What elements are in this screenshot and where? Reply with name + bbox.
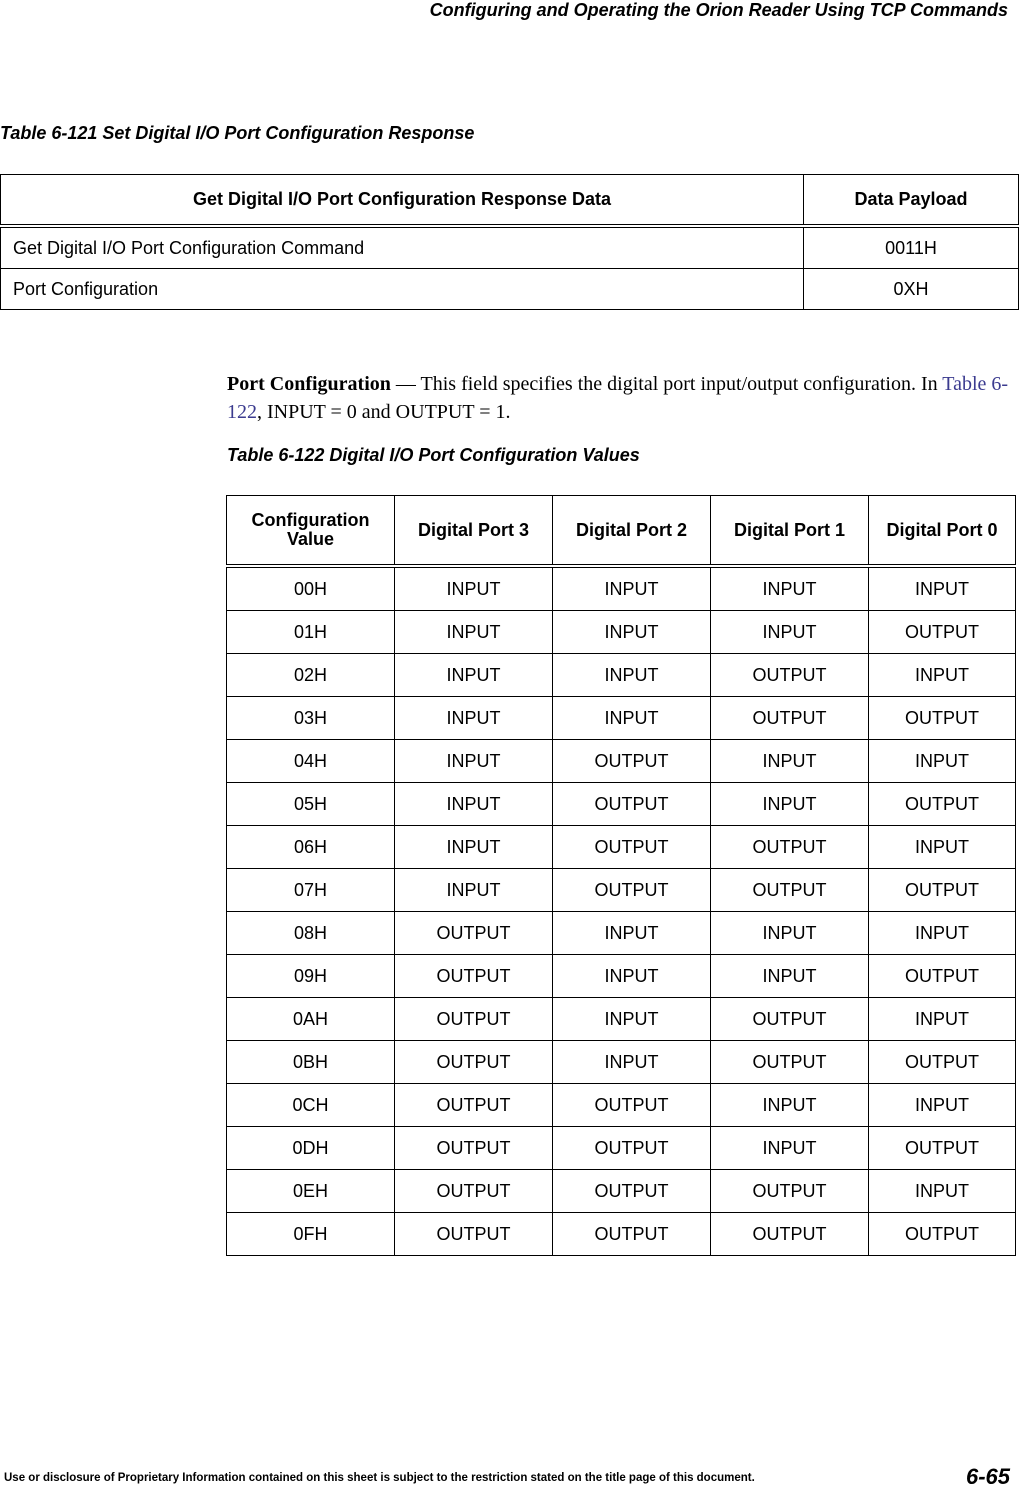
table-cell: 0CH [227,1084,395,1127]
table-row [227,826,1016,869]
table-cell: 0FH [227,1213,395,1256]
table-cell: INPUT [395,740,553,783]
table-122-caption: Table 6-122 Digital I/O Port Configuration Values [227,445,640,465]
proprietary-notice: Use or disclosure of Proprietary Information contained on this sheet is subject to the restriction stated on the title page of this document. [4,1472,755,1484]
table-cell: INPUT [711,1127,869,1170]
table-cell: OUTPUT [553,1084,711,1127]
table-cell: OUTPUT [869,1041,1016,1084]
table-cell: INPUT [711,955,869,998]
table-cell: INPUT [395,826,553,869]
table-cell: INPUT [869,1170,1016,1213]
table-cell: OUTPUT [869,1213,1016,1256]
table-cell: INPUT [869,826,1016,869]
term-port-configuration: Port Configuration [227,373,391,395]
table-cell: INPUT [869,654,1016,697]
table-cell: 0DH [227,1127,395,1170]
table-cell: 00H [227,566,395,611]
table-cell: 09H [227,955,395,998]
table-cell: 08H [227,912,395,955]
table-header-row [1,175,1019,227]
table-row [227,1041,1016,1084]
column-header: Configuration Value [227,496,395,567]
table-cell: INPUT [711,566,869,611]
table-cell: OUTPUT [869,697,1016,740]
table-cell: 05H [227,783,395,826]
table-cell: INPUT [869,998,1016,1041]
table-cell: INPUT [869,1084,1016,1127]
table-cell: OUTPUT [869,869,1016,912]
em-dash: — [390,373,421,395]
table-cell: 0XH [804,269,1019,310]
table-cell: OUTPUT [711,1213,869,1256]
table-row [1,226,1019,269]
table-row [227,1213,1016,1256]
table-cell: OUTPUT [395,1170,553,1213]
table-cell: OUTPUT [395,998,553,1041]
table-cell: OUTPUT [869,783,1016,826]
page-number: 6-65 [965,1464,1010,1489]
table-cell: OUTPUT [395,955,553,998]
table-cell: OUTPUT [869,1127,1016,1170]
table-header-row [227,496,1016,567]
table-cell: OUTPUT [553,1127,711,1170]
port-configuration-description [227,370,1017,426]
table-cell: INPUT [553,1041,711,1084]
table-cell: INPUT [395,697,553,740]
description-text-end: , INPUT = 0 and OUTPUT = 1. [257,401,511,423]
table-row [227,1084,1016,1127]
table-cell: INPUT [395,654,553,697]
description-text: This field specifies the digital port input/output configuration. In [420,373,943,395]
table-cell: OUTPUT [553,1213,711,1256]
table-cell: OUTPUT [553,1170,711,1213]
table-cell: INPUT [395,783,553,826]
table-cell: 0011H [804,226,1019,269]
table-cell: 01H [227,611,395,654]
table-cell: OUTPUT [553,869,711,912]
table-cell: INPUT [395,566,553,611]
table-cell: INPUT [553,654,711,697]
table-cell: OUTPUT [395,1127,553,1170]
table-cell: OUTPUT [553,826,711,869]
table-cell: OUTPUT [711,826,869,869]
table-cell: OUTPUT [395,1041,553,1084]
table-cell: OUTPUT [711,697,869,740]
table-row [227,611,1016,654]
table-cell: 07H [227,869,395,912]
table-row [227,955,1016,998]
table-cell: INPUT [711,1084,869,1127]
table-cell: OUTPUT [553,783,711,826]
table-cell: OUTPUT [395,1084,553,1127]
table-cell: 0AH [227,998,395,1041]
table-cell: OUTPUT [869,955,1016,998]
table-cell: OUTPUT [711,1170,869,1213]
column-header: Digital Port 0 [869,496,1016,567]
table-cell: 02H [227,654,395,697]
table-row [227,912,1016,955]
table-121 [0,174,1019,310]
table-cell: 03H [227,697,395,740]
table-cell: OUTPUT [553,740,711,783]
table-cell: INPUT [869,566,1016,611]
table-cell: 0BH [227,1041,395,1084]
table-cell: 0EH [227,1170,395,1213]
table-cell: INPUT [711,912,869,955]
table-cell: OUTPUT [395,912,553,955]
table-row [227,566,1016,611]
column-header: Digital Port 2 [553,496,711,567]
table-cell: OUTPUT [711,998,869,1041]
running-header: Configuring and Operating the Orion Reader Using TCP Commands [429,0,1008,20]
table-row [1,269,1019,310]
table-cell: INPUT [869,912,1016,955]
table-cell: INPUT [553,912,711,955]
table-row [227,740,1016,783]
table-cell: INPUT [553,955,711,998]
table-cell: INPUT [395,611,553,654]
table-row [227,1127,1016,1170]
table-cell: OUTPUT [711,654,869,697]
table-122-link[interactable]: Table 6-122 [227,373,1009,423]
table-122 [226,495,1016,1256]
column-header: Digital Port 1 [711,496,869,567]
table-cell: INPUT [711,740,869,783]
table-row [227,869,1016,912]
table-cell: INPUT [395,869,553,912]
table-cell: INPUT [711,611,869,654]
table-cell: OUTPUT [711,869,869,912]
table-cell: INPUT [711,783,869,826]
table-cell: OUTPUT [395,1213,553,1256]
column-header: Digital Port 3 [395,496,553,567]
column-header: Data Payload [804,175,1019,227]
table-row [227,783,1016,826]
table-row [227,1170,1016,1213]
table-cell: INPUT [553,611,711,654]
table-cell: Port Configuration [1,269,804,310]
table-cell: INPUT [553,566,711,611]
table-cell: 04H [227,740,395,783]
table-cell: OUTPUT [869,611,1016,654]
table-cell: OUTPUT [711,1041,869,1084]
table-cell: INPUT [553,697,711,740]
column-header: Get Digital I/O Port Configuration Response Data [1,175,804,227]
table-cell: Get Digital I/O Port Configuration Command [1,226,804,269]
table-row [227,998,1016,1041]
table-row [227,654,1016,697]
table-121-caption: Table 6-121 Set Digital I/O Port Configuration Response [0,123,475,143]
table-cell: INPUT [869,740,1016,783]
table-cell: INPUT [553,998,711,1041]
table-row [227,697,1016,740]
table-cell: 06H [227,826,395,869]
